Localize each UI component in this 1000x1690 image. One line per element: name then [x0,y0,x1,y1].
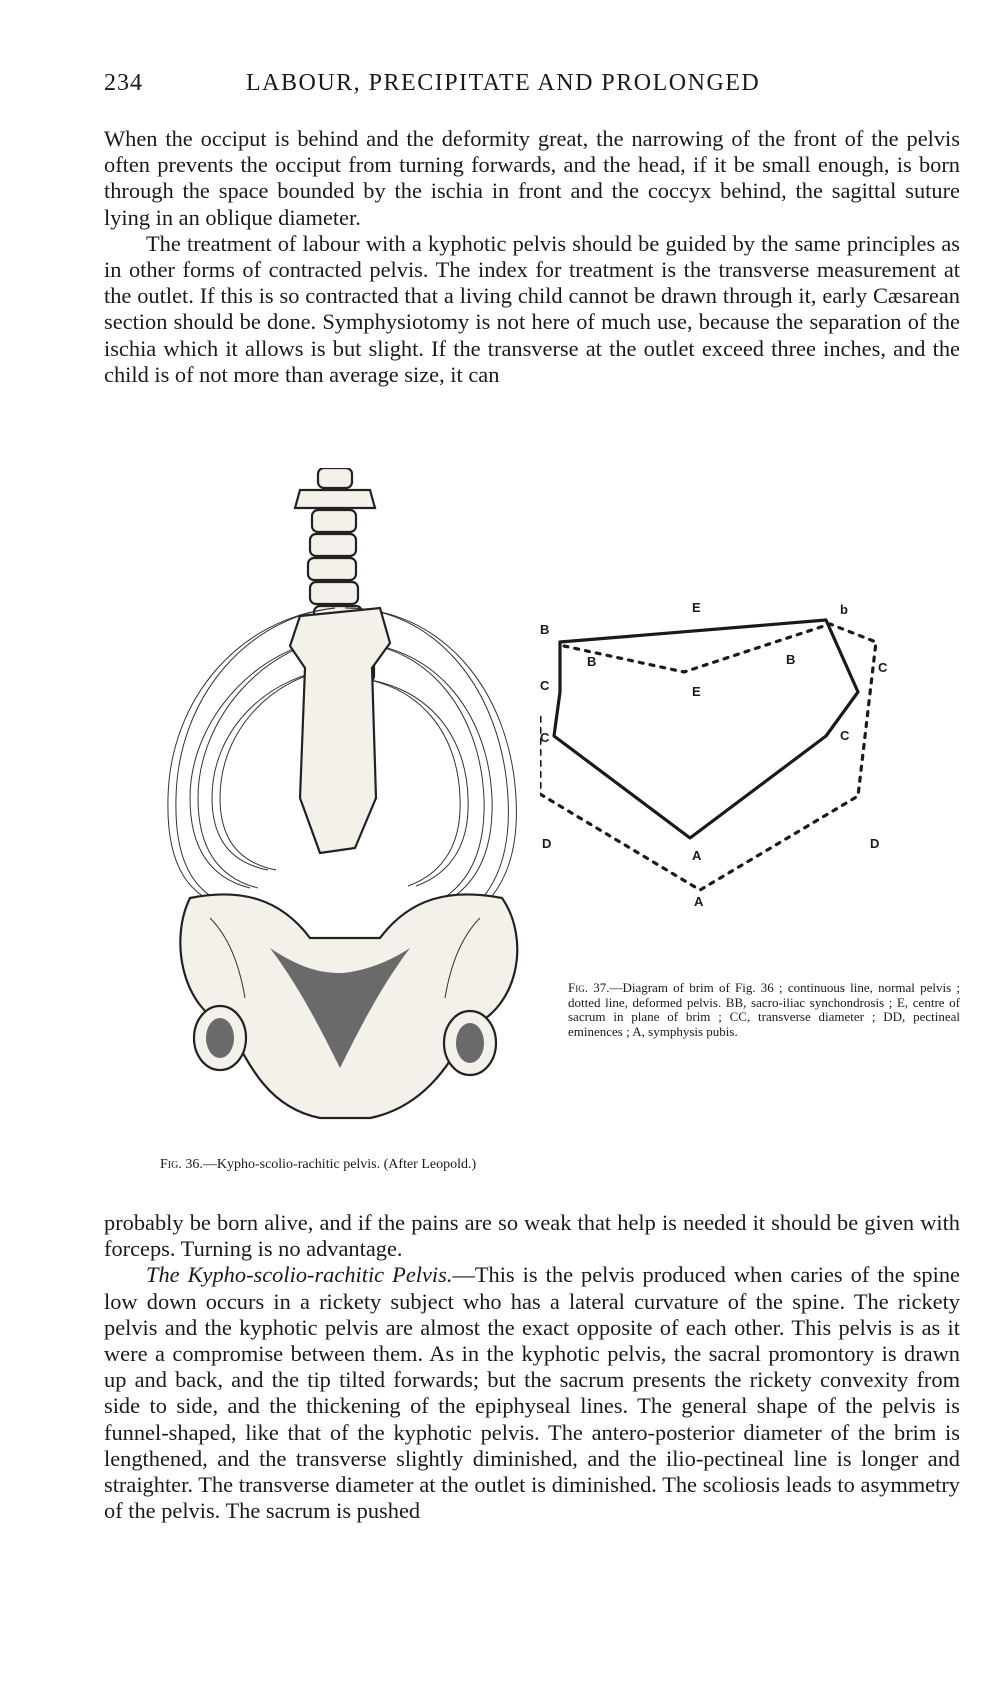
label-a-outer: A [694,894,704,909]
label-b-right-outer: b [840,602,848,617]
rib-cage-drawing [168,608,517,928]
running-title: LABOUR, PRECIPITATE AND PROLONGED [246,70,761,96]
figure-36-caption-prefix: Fig. 36. [160,1157,203,1172]
paragraph: probably be born alive, and if the pains are so weak that help is needed it should be given with forceps. Turning is no advantage. [104,1210,960,1262]
label-e-inner: E [692,684,701,699]
label-d-left: D [542,836,552,851]
figure-37-caption [568,981,960,1039]
figure-36-caption [160,1157,760,1173]
label-b-right-inner: B [786,652,796,667]
label-c-right-outer: C [878,660,888,675]
page-header [104,70,970,102]
label-c-right-inner: C [840,728,850,743]
paragraph [104,1262,960,1524]
figure-37-brim-diagram [540,588,960,972]
pelvis-drawing [180,894,517,1118]
label-d-right: D [870,836,880,851]
label-c-left-upper: C [540,678,550,693]
figure-37-caption-prefix: Fig. 37. [568,980,610,995]
label-b-left-outer: B [540,622,550,637]
figure-36-skeleton-illustration [150,468,540,1148]
label-b-left-inner: B [587,654,597,669]
label-c-left-lower: C [540,730,550,745]
figure-37-caption-text: —Diagram of brim of Fig. 36 ; continuous line, normal pelvis ; dotted line, deformed pelvis. BB, sacro-iliac synchondrosis ; E, centre of sacrum in plane of brim ; CC, transverse diameter ; DD, pectineal eminences ; A, symphysis pubis. [568,980,960,1039]
label-e-outer: E [692,600,701,615]
paragraph: The treatment of labour with a kyphotic pelvis should be guided by the same principles as in other forms of contracted pelvis. The index for treatment is the transverse measurement at the outlet. If this is so contracted that a living child cannot be drawn through it, early Cæsarean section should be done. Symphysiotomy is not here of much use, because the separation of the ischia which it allows is but slight. If the transverse at the outlet exceed three inches, and the child is of not more than average size, it can [104,230,960,387]
body-text-top [104,126,960,388]
paragraph-text: —This is the pelvis produced when caries of the spine low down occurs in a rickety subject who has a lateral curvature of the spine. The rickety pelvis and the kyphotic pelvis are almost the exact opposite of each other. This pelvis is as it were a compromise between them. As in the kyphotic pelvis, the sacral promontory is drawn up and back, and the tip tilted forwards; but the sacrum presents the rickety convexity from side to side, and the thickening of the epiphyseal lines. The general shape of the pelvis is funnel-shaped, like that of the kyphotic pelvis. The antero-posterior diameter of the brim is lengthened, and the transverse slightly diminished, and the ilio-pectineal line is longer and straighter. The transverse diameter at the outlet is diminished. The scoliosis leads to asymmetry of the pelvis. The sacrum is pushed [104,1262,960,1524]
paragraph: When the occiput is behind and the deformity great, the narrowing of the front of the pelvis often prevents the occiput from turning forwards, and the head, if it be small enough, is born through the space bounded by the ischia in front and the coccyx behind, the sagittal suture lying in an oblique diameter. [104,126,960,230]
label-a-inner: A [692,848,702,863]
figure-36-caption-text: —Kypho-scolio-rachitic pelvis. (After Leopold.) [202,1157,477,1172]
body-text-bottom [104,1210,960,1524]
section-heading: The Kypho-scolio-rachitic Pelvis. [146,1262,453,1288]
page-number: 234 [104,70,143,96]
